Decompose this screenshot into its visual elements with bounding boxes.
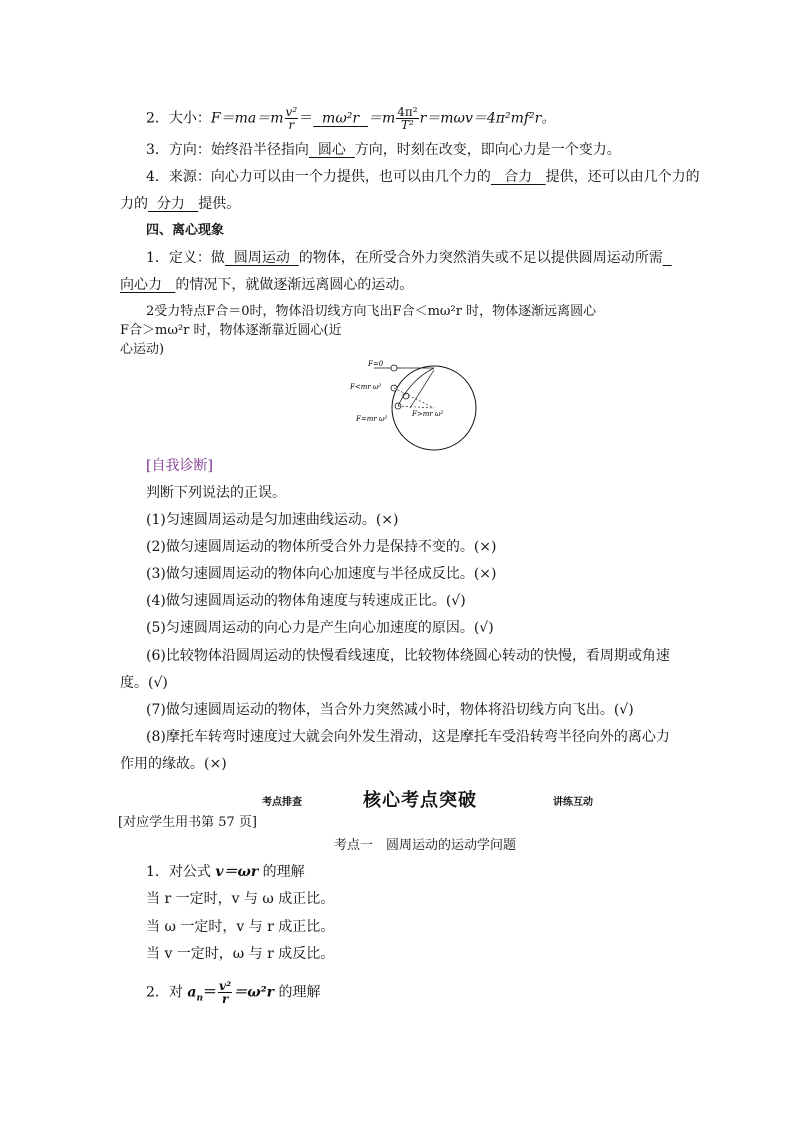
- eq-start: F＝ma＝m: [210, 110, 284, 127]
- relation-line: 当 r 一定时，v 与 ω 成正比。: [146, 891, 335, 907]
- blank-resultant: [491, 169, 546, 185]
- formula2-fraction: [218, 980, 232, 1005]
- formula1-suffix: 的理解: [258, 864, 305, 880]
- eq-mid2: ＝m: [367, 110, 396, 127]
- blank-component: [148, 196, 198, 212]
- item-direction-prefix: 3．方向：始终沿半径指向: [146, 142, 309, 158]
- selfcheck-item-cont: 度。(√): [120, 675, 168, 691]
- blank-component-text: 分力: [156, 196, 185, 212]
- formula1-prefix: 1．对公式: [146, 864, 216, 880]
- relation-line: 当 ω 一定时，v 与 r 成正比。: [146, 919, 335, 935]
- item-source-line2-prefix: 力的: [120, 196, 148, 212]
- path-outward: [398, 368, 434, 406]
- blank-circular-motion: [225, 250, 299, 266]
- frac1-num: v²: [285, 105, 298, 119]
- def-prefix: 1．定义：做: [146, 250, 225, 266]
- item-source-line2-suffix: 提供。: [198, 196, 241, 212]
- frac2-den: T²: [400, 118, 414, 132]
- fig-label-f-greater: F>mr ω²: [412, 410, 444, 418]
- formula2-num: v²: [218, 979, 232, 993]
- blank-centripetal-force: [120, 277, 175, 293]
- selfcheck-item: (8)摩托车转弯时速度过大就会向外发生滑动，这是摩托车受沿转弯半径向外的离心力: [146, 729, 670, 745]
- topic-heading: 考点一 圆周运动的运动学问题: [334, 838, 517, 853]
- formula2-rest: ＝ω²r: [233, 984, 275, 1001]
- selfcheck-item: (7)做匀速圆周运动的物体，当合外力突然减小时，物体将沿切线方向飞出。(√): [146, 702, 634, 718]
- frac1-den: r: [288, 118, 295, 132]
- object-ball-1: [391, 365, 397, 371]
- definition-line1: [146, 248, 672, 268]
- selfcheck-item: (2)做匀速圆周运动的物体所受合外力是保持不变的。(×): [146, 539, 497, 555]
- formula2-suffix: 的理解: [274, 984, 321, 1001]
- formula1-line: [146, 862, 305, 882]
- item-source-line2: [120, 194, 240, 214]
- selfcheck-item: (3)做匀速圆周运动的物体向心加速度与半径成反比。(×): [146, 566, 497, 582]
- definition-line2: [120, 275, 413, 295]
- force-line2: F合＞mω²r 时，物体逐渐靠近圆心(近: [120, 323, 342, 338]
- item-direction-suffix: 方向，时刻在改变，即向心力是一个变力。: [354, 142, 621, 158]
- selfcheck-item: (4)做匀速圆周运动的物体角速度与转速成正比。(√): [146, 593, 466, 609]
- fig-label-f-less: F<mr ω²: [350, 383, 382, 391]
- selfcheck-title: [自我诊断]: [146, 458, 213, 474]
- frac2-num: 4π²: [397, 105, 418, 119]
- item-size-prefix: 2．大小：: [146, 110, 211, 127]
- dashed-radius-1: [398, 406, 434, 408]
- selfcheck-item: (6)比较物体沿圆周运动的快慢看线速度，比较物体绕圆心转动的快慢，看周期或角速: [146, 648, 670, 664]
- selfcheck-item: (5)匀速圆周运动的向心力是产生向心加速度的原因。(√): [146, 620, 494, 636]
- item-direction: [146, 140, 621, 160]
- banner-right: 讲练互动: [553, 797, 593, 808]
- formula2-eq: ＝: [202, 984, 217, 1001]
- blank1-text: mω²r: [322, 110, 360, 127]
- force-line1: 2受力特点F合＝0时，物体沿切线方向飞出F合＜mω²r 时，物体逐渐远离圆心: [146, 304, 597, 319]
- blank-centripetal-text: 向心力: [120, 277, 162, 293]
- item-size: [146, 106, 555, 131]
- formula2-line: [146, 980, 321, 1005]
- eq-end: r＝mωv＝4π²mf²r。: [419, 110, 556, 127]
- relation-line: 当 v 一定时，ω 与 r 成反比。: [146, 946, 335, 962]
- selfcheck-item: (1)匀速圆周运动是匀加速曲线运动。(×): [146, 512, 399, 528]
- formula2-a: a: [187, 984, 197, 1001]
- selfcheck-intro: 判断下列说法的正误。: [146, 485, 286, 501]
- banner-left: 考点排查: [262, 797, 302, 808]
- section-title: 四、离心现象: [146, 223, 225, 238]
- blank-trailing: [663, 250, 672, 266]
- selfcheck-item-cont: 作用的缘故。(×): [120, 756, 227, 772]
- formula2-sub: n: [196, 993, 203, 1004]
- page-reference: [对应学生用书第 57 页]: [118, 815, 257, 830]
- def-mid: 的物体，在所受合外力突然消失或不足以提供圆周运动所需: [298, 250, 663, 266]
- formula2-den: r: [221, 992, 229, 1006]
- force-line3: 心运动): [120, 342, 165, 357]
- fig-label-f-equal: F=mr ω²: [356, 415, 388, 423]
- fig-label-f0: F=0: [368, 360, 384, 368]
- blank-resultant-text: 合力: [504, 169, 533, 185]
- def-line2-suffix: 的情况下，就做逐渐远离圆心的运动。: [175, 277, 414, 293]
- blank-m-omega2-r: [313, 111, 368, 127]
- blank-center: [309, 142, 355, 158]
- blank-circular-motion-text: 圆周运动: [233, 250, 290, 266]
- banner-title: 核心考点突破: [363, 790, 477, 811]
- blank-center-text: 圆心: [317, 142, 346, 158]
- formula1-expr: v＝ωr: [215, 864, 259, 880]
- item-source-suffix: 提供，还可以由几个力的: [545, 169, 700, 185]
- fraction-v2-r: [285, 106, 299, 131]
- fraction-4pi2-T2: [396, 106, 418, 131]
- item-source-prefix: 4．来源：向心力可以由一个力提供，也可以由几个力的: [146, 169, 491, 185]
- item-source: [146, 167, 700, 187]
- eq-mid1: ＝: [299, 110, 314, 127]
- centrifugal-diagram: [340, 358, 480, 458]
- formula2-prefix: 2．对: [146, 984, 188, 1001]
